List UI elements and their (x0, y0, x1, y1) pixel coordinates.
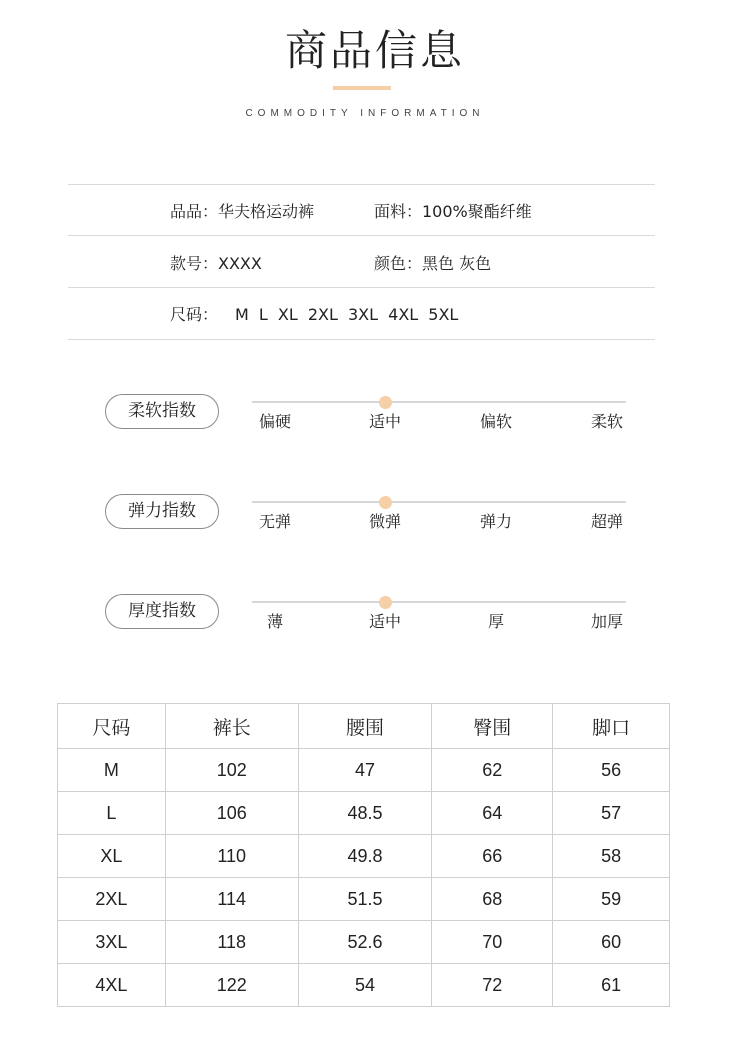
index-label: 柔软指数 (105, 394, 219, 429)
index-track (252, 601, 626, 603)
table-header-cell: 臀围 (432, 704, 553, 749)
table-cell: 106 (165, 792, 298, 835)
size-list: M L XL 2XL 3XL 4XL 5XL (235, 305, 459, 324)
table-row (58, 835, 670, 878)
table-cell: 61 (553, 964, 670, 1007)
index-option: 厚 (487, 612, 504, 631)
index-option: 适中 (368, 412, 401, 431)
table-cell: 110 (165, 835, 298, 878)
table-cell: 52.6 (298, 921, 432, 964)
index-marker (379, 496, 392, 509)
table-cell: 118 (165, 921, 298, 964)
index-option: 超弹 (590, 512, 623, 531)
index-track (252, 501, 626, 503)
table-cell: 57 (553, 792, 670, 835)
colors: 颜色：黑色 灰色 (374, 254, 492, 273)
table-cell: 47 (298, 749, 432, 792)
table-row (58, 878, 670, 921)
divider (68, 287, 655, 288)
table-cell: 54 (298, 964, 432, 1007)
table-cell: 48.5 (298, 792, 432, 835)
index-option: 薄 (266, 612, 283, 631)
index-marker (379, 396, 392, 409)
table-cell: L (58, 792, 166, 835)
product-name: 品品：华夫格运动裤 (170, 202, 315, 221)
table-row (58, 921, 670, 964)
table-cell: 56 (553, 749, 670, 792)
fabric: 面料：100%聚酯纤维 (374, 202, 532, 221)
page-title: 商品信息 (284, 26, 465, 75)
table-header-row (58, 704, 670, 749)
index-option: 偏硬 (258, 412, 291, 431)
size-label: 尺码： (170, 305, 219, 324)
table-row (58, 964, 670, 1007)
table-header-cell: 脚口 (553, 704, 670, 749)
table-cell: 70 (432, 921, 553, 964)
index-option: 柔软 (590, 412, 623, 431)
style-number: 款号：XXXX (170, 254, 262, 273)
table-cell: 51.5 (298, 878, 432, 921)
index-option: 无弹 (258, 512, 291, 531)
page-subtitle: COMMODITY INFORMATION (245, 108, 485, 119)
table-cell: 58 (553, 835, 670, 878)
table-row (58, 749, 670, 792)
table-cell: 62 (432, 749, 553, 792)
divider (68, 235, 655, 236)
table-cell: 59 (553, 878, 670, 921)
size-table (57, 703, 670, 1007)
table-row (58, 792, 670, 835)
title-underline (333, 86, 391, 90)
table-header-cell: 腰围 (298, 704, 432, 749)
index-option: 加厚 (590, 612, 623, 631)
table-cell: 114 (165, 878, 298, 921)
table-cell: 64 (432, 792, 553, 835)
table-cell: 72 (432, 964, 553, 1007)
table-cell: 102 (165, 749, 298, 792)
table-cell: 2XL (58, 878, 166, 921)
table-cell: 122 (165, 964, 298, 1007)
table-header-cell: 裤长 (165, 704, 298, 749)
table-cell: 49.8 (298, 835, 432, 878)
table-cell: 60 (553, 921, 670, 964)
index-option: 偏软 (479, 412, 512, 431)
divider (68, 184, 655, 185)
table-cell: M (58, 749, 166, 792)
index-option: 微弹 (368, 512, 401, 531)
table-cell: 68 (432, 878, 553, 921)
index-option: 弹力 (479, 512, 512, 531)
index-label: 厚度指数 (105, 594, 219, 629)
table-cell: 4XL (58, 964, 166, 1007)
table-cell: 3XL (58, 921, 166, 964)
divider (68, 339, 655, 340)
index-label: 弹力指数 (105, 494, 219, 529)
index-track (252, 401, 626, 403)
table-cell: 66 (432, 835, 553, 878)
index-option: 适中 (368, 612, 401, 631)
table-header-cell: 尺码 (58, 704, 166, 749)
index-marker (379, 596, 392, 609)
table-cell: XL (58, 835, 166, 878)
